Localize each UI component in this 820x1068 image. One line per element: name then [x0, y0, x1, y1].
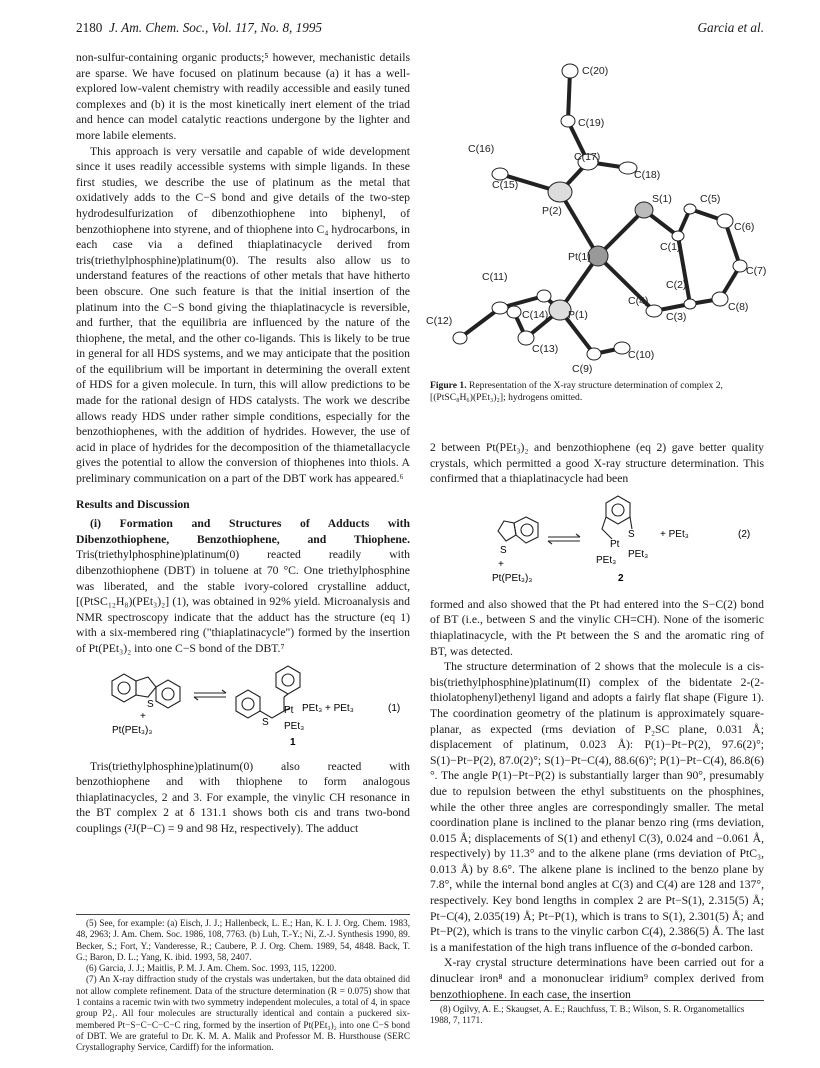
caption-label: Figure 1. — [430, 380, 467, 391]
journal-citation: J. Am. Chem. Soc., Vol. 117, No. 8, 1995 — [108, 20, 323, 35]
atom-label: C(9) — [572, 363, 593, 374]
atom-label: C(8) — [728, 301, 749, 313]
footnotes — [76, 914, 410, 1054]
atom-label: C(3) — [666, 311, 687, 323]
atom-label: C(7) — [746, 265, 767, 277]
paragraph: non-sulfur-containing organic products;⁵ however, mechanistic details are sparse. We have focused on platinum because (a) it has a well-explored low-valent chemistry with readily accessible and easily tuned complexes and (b) it is the most kinetically inert element of the triad and hence can model catalytic reactions undergone by the lighter and more labile elements. — [76, 51, 410, 142]
eq1-pet3: PEt₃ — [284, 720, 305, 732]
svg-text:S: S — [147, 698, 154, 710]
eq1-compound-number: 1 — [290, 736, 296, 748]
footnote-6: (6) Garcia, J. J.; Maitlis, P. M. J. Am. Chem. Soc. 1993, 115, 12200. — [86, 963, 337, 974]
footnote-5: (5) See, for example: (a) Eisch, J. J.; Hallenbeck, L. E.; Han, K. I. J. Org. Chem. 1983, 48, 2963; J. Am. Chem. Soc. 1986, 108, 7763. (b) Luh, T.-Y.; Ni, Z.-J. Synthesis 1990, 89. Becker, S.; Fort, Y.; Vanderesse, R.; Caubere, P. J. Org. Chem. 1989, 54, 4848. Back, T. G.; Baron, D. L.; Yang, K. ibid. 1993, 58, 2407. — [76, 918, 410, 962]
eq2-compound-number: 2 — [618, 572, 624, 584]
atom-label: C(20) — [582, 65, 609, 77]
page-header — [76, 20, 764, 38]
eq2-pet3b: PEt₃ — [628, 548, 649, 560]
section-heading: Results and Discussion — [76, 497, 190, 511]
left-column — [76, 50, 410, 837]
paragraph: formed and also showed that the Pt had entered into the S−C(2) bond of BT (i.e., between S and the vinylic CH=CH). None of the isomeric thiaplatinacycle, with the Pt between the S and the aromatic ring of BT, was detected. — [430, 597, 764, 658]
atom-label: C(17) — [574, 151, 601, 163]
atom-label: C(18) — [634, 169, 661, 181]
paragraph: This approach is very versatile and capable of wide development since it uses readily accessible systems with simple ligands. In these first studies, we describe the use of platinum as the metal that oxidatively adds to the C−S bond and give details of the two-step hydrodesulfurization of dibenzothiophene into biphenyl, of benzothiophene into styrene, and of thiophene into C₄ hydrocarbons, in each case via a defined thiaplatinacycle derived from tris(triethylphosphine)platinum(0). The results also allow us to understand features of the reactions of other metals that have hitherto been obscure. One such feature is that the initial insertion of the platinum into the C−S bond giving the thiaplatinacycle is reversible, and further, that the equilibria are influenced by the nature of the thiophene, the metal, and the other co-ligands. This is likely to be true in general for all HDS systems, and we may anticipate that the position of the equilibrium will be important in determining the overall extent of HDS for a given molecule. In turn, this will allow predictions to be made for the rational design of HDS catalysts. The work we describe allows ready HDS under rather simple conditions, especially for the benzothiophenes, with the addition of hydrides. However, the use of acid in place of hydrides for the decomposition of the thiametallacycle gives the potential to allow the conversion of thiophenes into thiols. A preliminary communication on a part of the DBT work has appeared.⁶ — [76, 144, 410, 486]
eq2-number: (2) — [738, 528, 751, 540]
svg-text:+: + — [140, 710, 146, 722]
eq1-product-label: PEt₃ + PEt₃ — [302, 702, 354, 714]
ortep-diagram — [420, 56, 770, 374]
atom-label: C(12) — [426, 315, 453, 327]
equation-2-structure — [430, 493, 764, 591]
footnote-7: (7) An X-ray diffraction study of the crystals was undertaken, but the data obtained did not allow complete refinement. Data of the structure determination (R = 0.075) show that 1 contains a racemic twin with two symmetry independent molecules, a total of 4, in space group P2₁. All four molecules are structurally identical and contain a puckered six-membered Pt−S−C−C−C−C ring, formed by the insertion of Pt(PEt₃)₂ into one C−S bond of DBT. We are grateful to Dr. K. M. A. Malik and Professor M. B. Hursthouse (SERC Crystallography Service, Cardiff) for the information. — [76, 974, 410, 1053]
atom-label: P(1) — [568, 309, 588, 321]
eq2-pet3a: PEt₃ — [596, 554, 617, 566]
paragraph: 2 between Pt(PEt₃)₂ and benzothiophene (eq 2) gave better quality crystals, which permitted a good X-ray structure determination. This confirmed that a thiaplatinacycle had been — [430, 441, 764, 486]
eq2-plus: + — [498, 558, 504, 570]
paragraph: The structure determination of 2 shows that the molecule is a cis-bis(triethylphosphine)platinum(II) complex of the bidentate 2-(2-thiolatophenyl)ethenyl ligand and adopts a fairly flat shape (Figure 1). The coordination geometry of the platinum is approximately square-planar, as expected (rms deviation of P₂SC plane, 0.031 Å; displacement of platinum, 0.023 Å): P(1)−Pt−P(2), 97.6(2)°; S(1)−Pt−P(2), 87.0(2)°; S(1)−Pt−C(4), 88.6(6)°; P(1)−Pt−C(4), 86.8(6)°. The angle P(1)−Pt−P(2) is substantially larger than 90°, presumably due to repulsion between the ethyl substituents on the phosphines, while the other three angles are correspondingly smaller. The metal coordination plane is inclined to the planar benzo ring (rms deviation, 0.015 Å; displacements of S(1) and ethenyl C(3), 0.024 and −0.061 Å, respectively) by 11.3° and to the alkene plane (rms deviation of PtC₃, 0.013 Å) by 8.6°. The alkene plane is inclined to the benzo plane by 7.8°, while the internal bond angles at C(3) and C(4) are 128 and 137°, respectively. Key bond lengths in complex 2 are Pt−S(1), 2.315(5) Å; Pt−C(4), 2.035(19) Å; Pt−P(1), which is trans to S(1), 2.301(5) Å; and Pt−P(2), which is trans to the vinylic carbon C(4), 2.386(5) Å. The last is a manifestation of the high trans influence of the σ-bonded carbon. — [430, 660, 764, 954]
subsection-heading: (i) Formation and Structures of Adducts with Dibenzothiophene, Benzothiophene, and Thiophene. — [76, 517, 410, 546]
atom-label: C(1) — [660, 241, 681, 253]
figure-1-caption — [430, 380, 764, 404]
svg-text:S: S — [500, 544, 507, 556]
atom-label: C(5) — [700, 193, 721, 205]
svg-text:Pt: Pt — [284, 704, 294, 716]
atom-label: C(4) — [628, 295, 649, 307]
svg-text:Pt: Pt — [610, 538, 620, 550]
figure-1-xray-structure — [420, 56, 770, 374]
paragraph: X-ray crystal structure determinations have been carried out for a dinuclear iron⁸ and a mononuclear iridium⁹ complex derived from benzothiophene. In each case, the insertion — [430, 956, 764, 1001]
paragraph — [76, 516, 410, 656]
page-number: 2180 — [76, 20, 103, 35]
footnote-8: (8) Ogilvy, A. E.; Skaugset, A. E.; Rauchfuss, T. B.; Wilson, S. R. Organometallics 1988, 7, 1171. — [430, 1004, 745, 1026]
header-left — [76, 20, 322, 36]
eq2-reagent: Pt(PEt₃)₃ — [492, 572, 533, 584]
eq1-number: (1) — [388, 702, 401, 714]
atom-label: C(10) — [628, 349, 655, 361]
caption-text: Representation of the X-ray structure determination of complex 2, [(PtSC₈H₆)(PEt₃)₂]; hydrogens omitted. — [430, 380, 723, 403]
atom-label: C(13) — [532, 343, 559, 355]
atom-label: P(2) — [542, 205, 562, 217]
eq2-byproduct: + PEt₃ — [660, 528, 689, 540]
atom-label: Pt(1) — [568, 251, 591, 263]
running-authors: Garcia et al. — [697, 20, 764, 35]
atom-label: C(11) — [482, 271, 508, 283]
atom-label: C(2) — [666, 279, 687, 291]
svg-text:S: S — [628, 528, 635, 540]
right-column — [430, 440, 764, 1002]
paragraph: Tris(triethylphosphine)platinum(0) also reacted with benzothiophene and with thiophene to form analogous thiaplatinacycles, 2 and 3. For example, the vinylic CH resonance in the BT complex 2 at δ 131.1 shows both cis and trans two-bond couplings (²J(P−C) = 9 and 98 Hz, respectively). The adduct — [76, 759, 410, 835]
subsection-text: Tris(triethylphosphine)platinum(0) reacted readily with dibenzothiophene (DBT) in toluene at 70 °C. One triethylphosphine was liberated, and the stable ivory-colored crystalline adduct, [(PtSC₁₂H₈)(PEt₃)₂] (1), was obtained in 92% yield. Microanalysis and NMR spectroscopy indicate that the adduct has the structure (eq 1) with a six-membered ring ("thiaplatinacycle") formed by the insertion of Pt(PEt₃)₂ into one C−S bond of the DBT.⁷ — [76, 548, 410, 655]
eq1-reagent: Pt(PEt₃)₃ — [112, 724, 153, 736]
atom-label: C(14) — [522, 309, 549, 321]
atom-label: C(15) — [492, 179, 519, 191]
atom-label: S(1) — [652, 193, 672, 205]
right-footnotes — [430, 1000, 764, 1027]
atom-label: C(6) — [734, 221, 755, 233]
svg-text:S: S — [262, 716, 269, 728]
atom-label: C(19) — [578, 117, 605, 129]
atom-label: C(16) — [468, 143, 495, 155]
equation-1-structure — [76, 663, 410, 753]
equation-2-scheme — [430, 493, 764, 591]
equation-1-scheme — [76, 663, 410, 753]
